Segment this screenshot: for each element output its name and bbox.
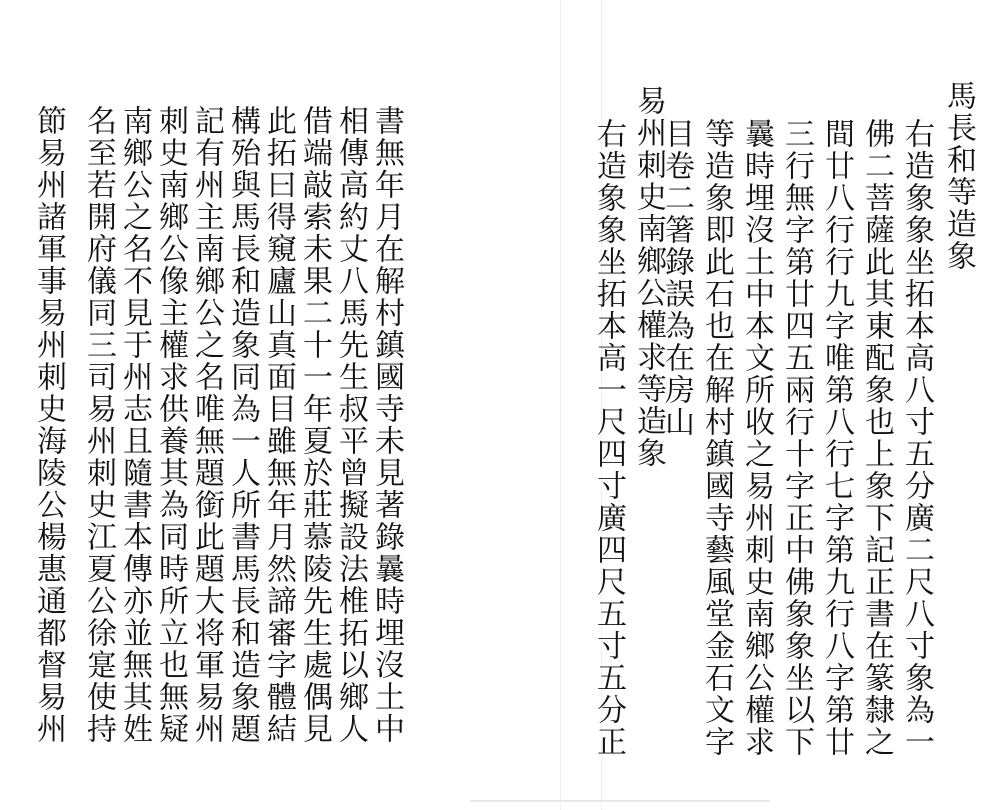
- right-page-line-6: 等造象即此石也在解村鎮國寺藝風堂金石文字: [699, 118, 734, 758]
- left-page-line-3: 借端敲索未果二十一年夏於莊慕陵先生處偶見: [297, 105, 332, 745]
- left-page-line-10: 節易州諸軍事易州刺史海陵公楊惠通都督易州: [31, 105, 66, 745]
- left-page-line-2: 相傳高約丈八馬先生叔平曾擬設法椎拓以鄉人: [333, 105, 368, 745]
- left-page-line-4: 此拓曰得窺廬山真面目雖無年月然諦審字體結: [261, 105, 296, 745]
- right-page-line-7: 目卷二箸錄誤為在房山: [659, 118, 694, 438]
- right-page-line-9: 右造象象坐拓本高一尺四寸廣四尺五寸五分正: [591, 118, 626, 758]
- right-page-line-4: 三行無字第廿四五兩行十字正中佛象象坐以下: [779, 118, 814, 758]
- left-page-line-9: 名至若開府儀同三司易州刺史江夏公徐寔使持: [81, 105, 116, 745]
- left-page-line-7: 刺史南鄉公像主權求供養其為同時所立也無疑: [153, 105, 188, 745]
- right-page-subtitle: 易州刺史南鄉公權求等造象: [631, 85, 666, 469]
- left-page-line-8: 南鄉公之名不見于州志且隨書本傳亦並無其姓: [117, 105, 152, 745]
- page-bottom-edge: [470, 800, 770, 802]
- right-page-line-3: 間廿八行行九字唯第八行七字第九行八字第廿: [819, 118, 854, 758]
- right-page-line-1: 右造象象坐拓本高八寸五分廣二尺八寸象為一: [899, 118, 934, 758]
- right-page-line-5: 曩時埋沒土中本文所收之易州刺史南鄉公權求: [739, 118, 774, 758]
- right-page-title: 馬長和等造象: [941, 80, 976, 272]
- right-page-line-2: 佛二菩薩此其東配象也上象下記正書在篆隸之: [859, 118, 894, 758]
- left-page-line-1: 書無年月在解村鎮國寺未見著錄曩時埋沒土中: [369, 105, 404, 745]
- left-page-line-6: 記有州主南鄉公之名唯無題銜此題大将軍易州: [189, 105, 224, 745]
- left-page-line-5: 構殆與馬長和造象同為一人所書馬長和造象題: [225, 105, 260, 745]
